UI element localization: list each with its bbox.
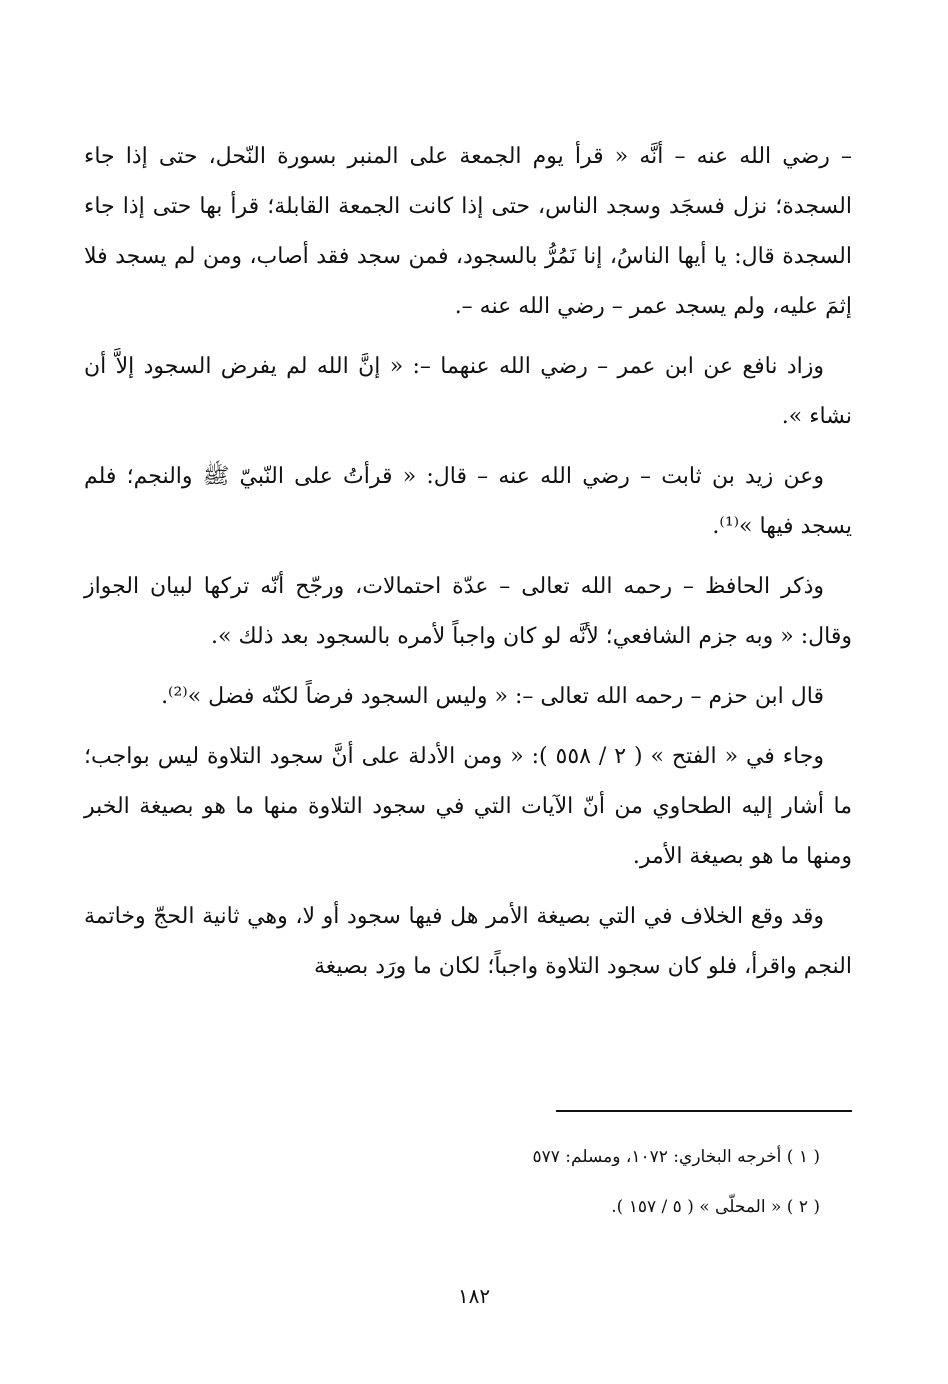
paragraph-5: قال ابن حزم – رحمه الله تعالى –: « وليس السجود فرضاً لكنّه فضل »⁽²⁾. [161, 684, 824, 709]
paragraph-7: وقد وقع الخلاف في التي بصيغة الأمر هل فيها سجود أو لا، وهي ثانية الحجّ وخاتمة النجم واقرأ، فلو كان سجود التلاوة واجباً؛ لكان ما ورَد بصيغة [84, 904, 852, 979]
paragraph-3: وعن زيد بن ثابت – رضي الله عنه – قال: « قرأتُ على النّبيّ ﷺ والنجم؛ فلم يسجد فيها »⁽¹⁾. [84, 464, 852, 539]
main-text [84, 132, 852, 1002]
footnotes [380, 1132, 820, 1232]
paragraph-4: وذكر الحافظ – رحمه الله تعالى – عدّة احتمالات، ورجّح أنّه تركها لبيان الجواز وقال: « وبه جزم الشافعي؛ لأنَّه لو كان واجباً لأمره بالسجود بعد ذلك ». [84, 574, 852, 649]
footnote-separator [556, 1110, 852, 1112]
paragraph-2: وزاد نافع عن ابن عمر – رضي الله عنهما –: « إنَّ الله لم يفرض السجود إلاَّ أن نشاء ». [84, 354, 852, 429]
paragraph-6: وجاء في « الفتح » ( ٢ / ٥٥٨ ): « ومن الأدلة على أنَّ سجود التلاوة ليس بواجب؛ ما أشار إليه الطحاوي من أنّ الآيات التي في سجود التلاوة منها ما هو بصيغة الخبر ومنها ما هو بصيغة الأمر. [84, 744, 852, 869]
paragraph-1: – رضي الله عنه – أنَّه « قرأ يوم الجمعة على المنبر بسورة النّحل، حتى إذا جاء السجدة؛ نزل فسجَد وسجد الناس، حتى إذا كانت الجمعة القابلة؛ قرأ بها حتى إذا جاء السجدة قال: يا أيها الناسُ، إنا نَمُرُّ بالسجود، فمن سجد فقد أصاب، ومن لم يسجد فلا إثمَ عليه، ولم يسجد عمر – رضي الله عنه –. [84, 144, 852, 319]
footnote-1: ( ١ ) أخرجه البخاري: ١٠٧٢، ومسلم: ٥٧٧ [532, 1147, 820, 1167]
page-number: ١٨٢ [457, 1284, 491, 1308]
footnote-2: ( ٢ ) « المحلّى » ( ٥ / ١٥٧ ). [611, 1197, 820, 1217]
